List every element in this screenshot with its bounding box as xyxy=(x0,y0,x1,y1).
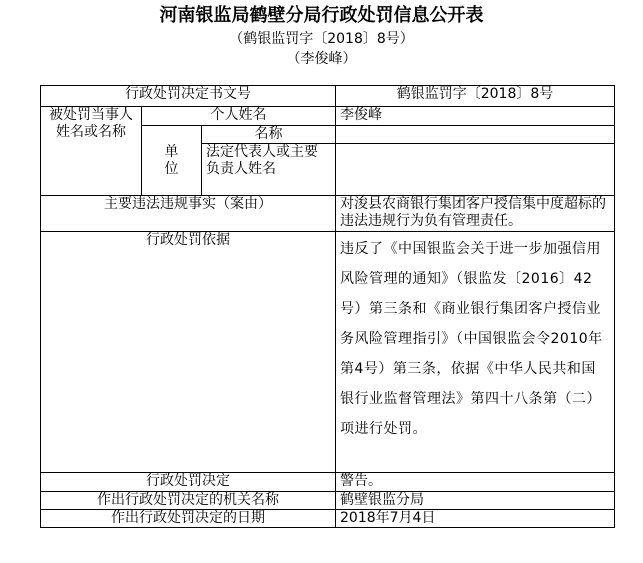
party-label: 被处罚当事人姓名或名称 xyxy=(41,107,142,196)
penalty-decision-label: 行政处罚决定 xyxy=(41,473,336,492)
legal-representative-label: 法定代表人或主要负责人姓名 xyxy=(202,144,336,196)
authority-name-value: 鹤壁银监分局 xyxy=(336,492,615,510)
legal-representative-value xyxy=(336,144,615,196)
unit-name-value xyxy=(336,126,615,144)
penalty-basis-value: 违反了《中国银监会关于进一步加强信用风险管理的通知》（银监发〔2016〕42号）第三条和《商业银行集团客户授信业务风险管理指引》（中国银监会令2010年第4号）第三条，依据《中华人民共和国银行业监督管理法》第四十八条第（二）项进行处罚。 xyxy=(336,232,615,473)
document-number-subtitle: （鹤银监罚字〔2018〕8号） xyxy=(229,31,414,47)
violation-facts-value: 对浚县农商银行集团客户授信集中度超标的违法违规行为负有管理责任。 xyxy=(336,196,615,232)
individual-name-value: 李俊峰 xyxy=(336,107,615,126)
unit-name-label: 名称 xyxy=(202,126,336,144)
individual-name-label: 个人姓名 xyxy=(142,107,336,126)
penalty-decision-value: 警告。 xyxy=(336,473,615,492)
decision-date-value: 2018年7月4日 xyxy=(336,510,615,528)
penalty-info-table xyxy=(40,85,615,528)
violation-facts-label: 主要违法违规事实（案由） xyxy=(41,196,336,232)
unit-label xyxy=(142,126,202,196)
document-title: 河南银监局鹤壁分局行政处罚信息公开表 xyxy=(159,5,484,26)
unit-label-text: 单位 xyxy=(164,143,179,177)
decision-date-label: 作出行政处罚决定的日期 xyxy=(41,510,336,528)
authority-name-label: 作出行政处罚决定的机关名称 xyxy=(41,492,336,510)
doc-number-label: 行政处罚决定书文号 xyxy=(41,86,336,107)
penalty-basis-label: 行政处罚依据 xyxy=(41,232,336,473)
person-subtitle: （李俊峰） xyxy=(286,51,357,67)
doc-number-value: 鹤银监罚字〔2018〕8号 xyxy=(336,86,615,107)
